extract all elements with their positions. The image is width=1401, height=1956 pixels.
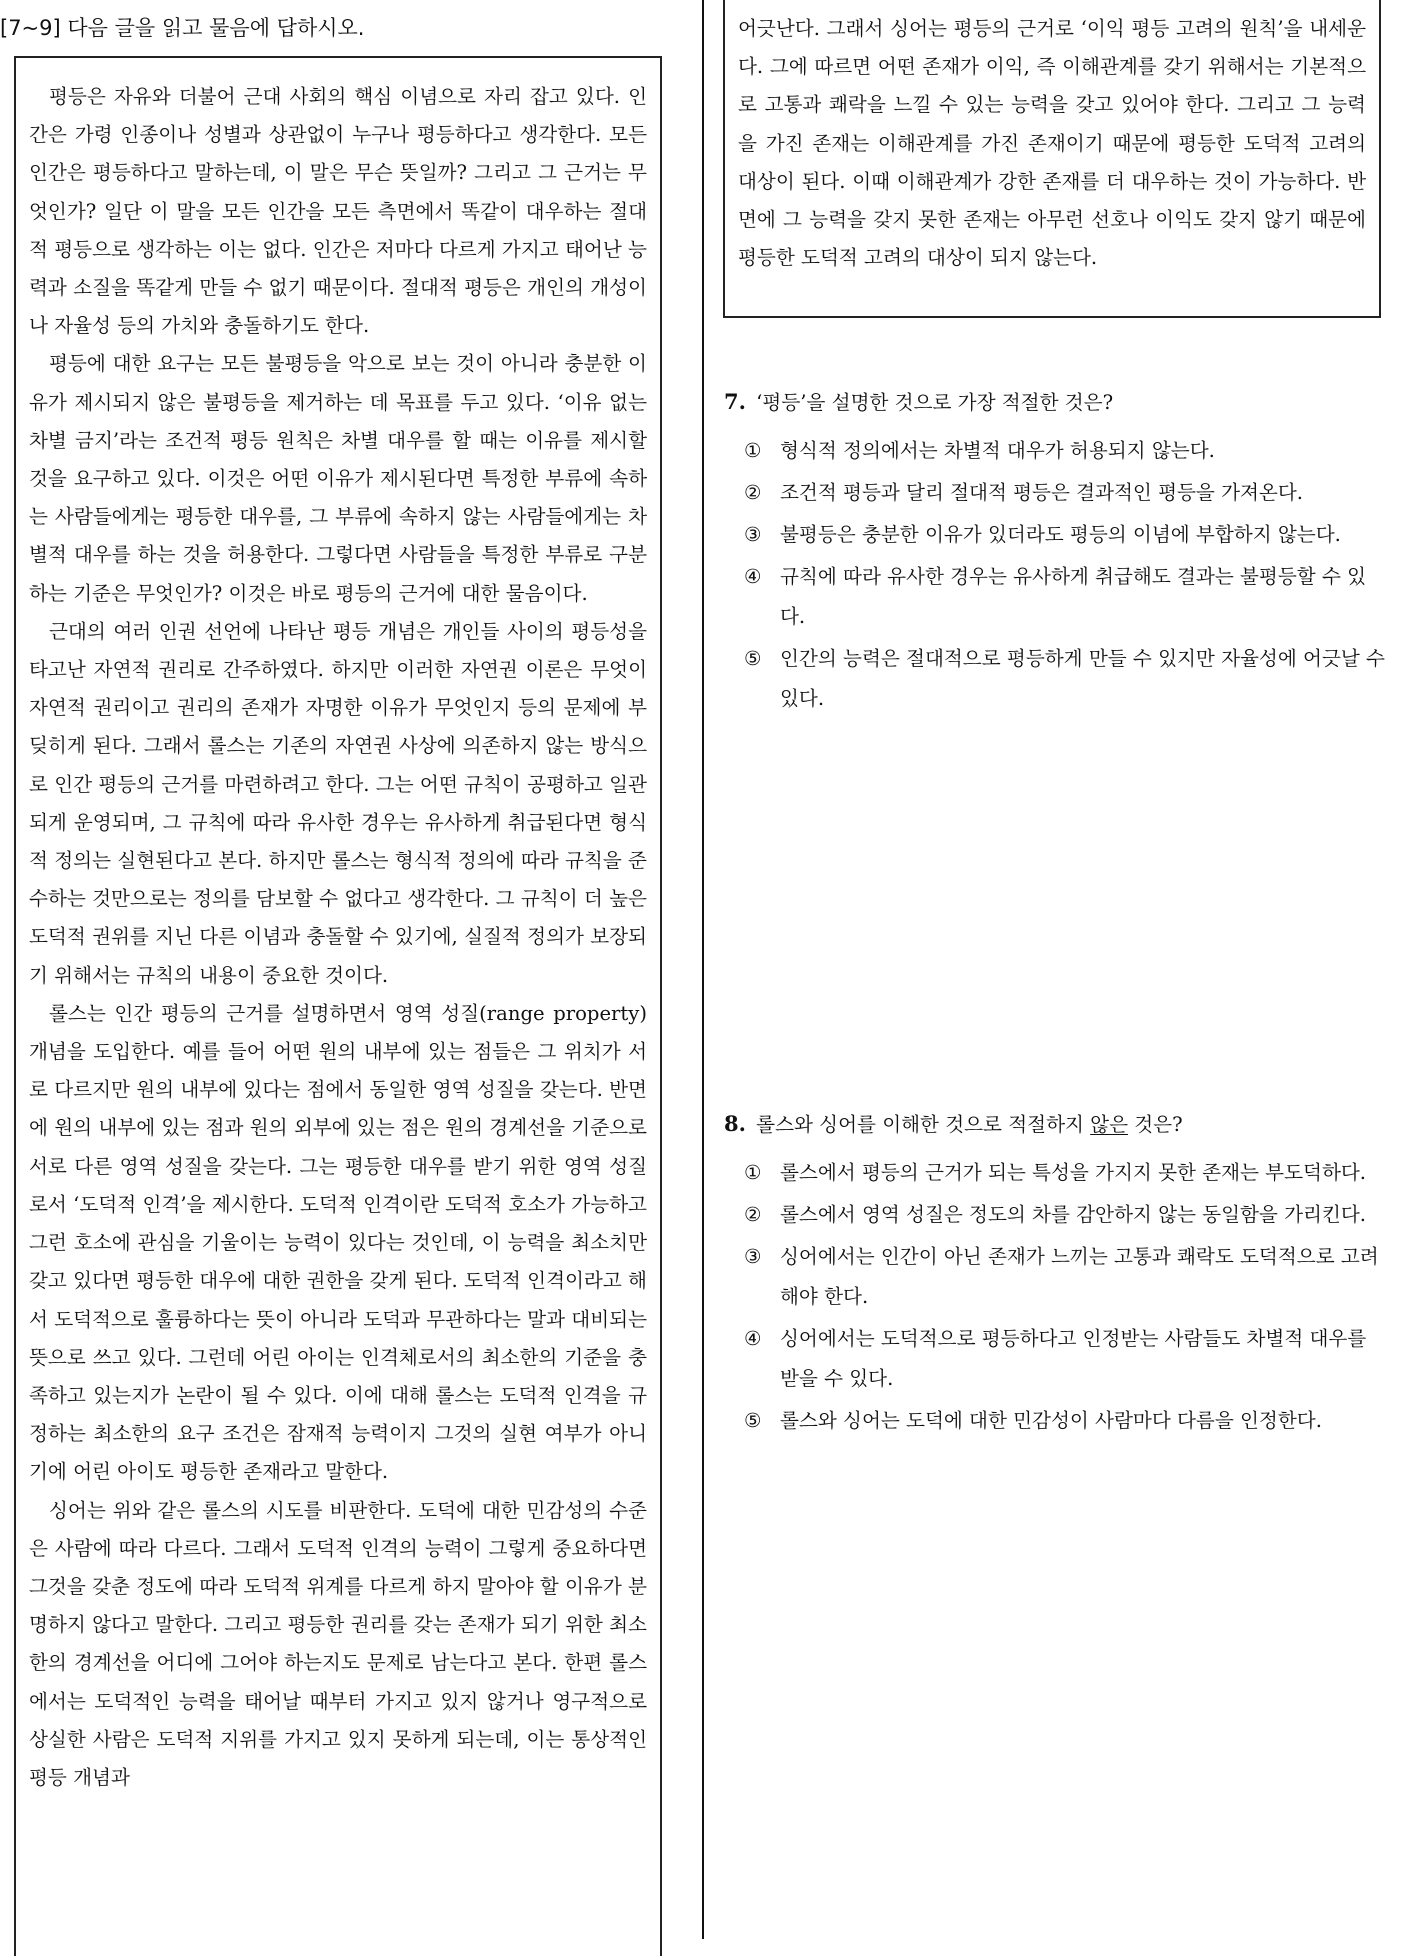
choice-mark: ③	[744, 523, 762, 546]
choice-3[interactable]	[724, 515, 1386, 555]
passage-paragraph: 싱어는 위와 같은 롤스의 시도를 비판한다. 도덕에 대한 민감성의 수준은 사람에 따라 다르다. 그래서 도덕적 인격의 능력이 그렇게 중요하다면 그것을 갖춘 정도에 따라 도덕적 위계를 다르게 하지 말아야 할 이유가 분명하지 않다고 말한다. 그리고 평등한 권리를 갖는 존재가 되기 위한 최소한의 경계선을 어디에 그어야 하는지도 문제로 남는다고 본다. 한편 롤스에서는 도덕적인 능력을 태어날 때부터 가지고 있지 않거나 영구적으로 상실한 사람은 도덕적 지위를 가지고 있지 못하게 되는데, 이는 통상적인 평등 개념과	[29, 1498, 647, 1789]
section-header: [7~9] 다음 글을 읽고 물음에 답하시오.	[0, 16, 365, 40]
choice-2[interactable]	[724, 1195, 1386, 1235]
choice-4[interactable]	[724, 1319, 1386, 1399]
choice-text: 롤스에서 영역 성질은 정도의 차를 감안하지 않는 동일함을 가리킨다.	[780, 1203, 1367, 1226]
choice-mark: ②	[744, 481, 762, 504]
choice-1[interactable]	[724, 431, 1386, 471]
choice-list	[724, 1153, 1386, 1441]
choice-mark: ④	[744, 565, 762, 588]
question-7	[724, 386, 1386, 721]
choice-mark: ⑤	[744, 647, 762, 670]
choice-text: 롤스와 싱어는 도덕에 대한 민감성이 사람마다 다름을 인정한다.	[780, 1409, 1322, 1432]
choice-mark: ⑤	[744, 1409, 762, 1432]
question-number: 7.	[724, 389, 746, 414]
choice-2[interactable]	[724, 473, 1386, 513]
choice-text: 싱어에서는 도덕적으로 평등하다고 인정받는 사람들도 차별적 대우를 받을 수 있다.	[780, 1327, 1367, 1390]
question-text: ‘평등’을 설명한 것으로 가장 적절한 것은?	[756, 391, 1114, 414]
passage-continuation: 어긋난다. 그래서 싱어는 평등의 근거로 ‘이익 평등 고려의 원칙’을 내세운다. 그에 따르면 어떤 존재가 이익, 즉 이해관계를 갖기 위해서는 기본적으로 고통과 쾌락을 느낄 수 있는 능력을 갖고 있어야 한다. 그리고 그 능력을 가진 존재는 이해관계를 가진 존재이기 때문에 평등한 도덕적 고려의 대상이 된다. 이때 이해관계가 강한 존재를 더 대우하는 것이 가능하다. 반면에 그 능력을 갖지 못한 존재는 아무런 선호나 이익도 갖지 않기 때문에 평등한 도덕적 고려의 대상이 되지 않는다.	[738, 17, 1366, 270]
question-stem	[724, 1108, 1386, 1141]
choice-mark: ④	[744, 1327, 762, 1350]
passage-paragraph: 평등에 대한 요구는 모든 불평등을 악으로 보는 것이 아니라 충분한 이유가 제시되지 않은 불평등을 제거하는 데 목표를 두고 있다. ‘이유 없는 차별 금지’라는 조건적 평등 원칙은 차별 대우를 할 때는 이유를 제시할 것을 요구하고 있다. 이것은 어떤 이유가 제시된다면 특정한 부류에 속하는 사람들에게는 평등한 대우를, 그 부류에 속하지 않는 사람들에게는 차별적 대우를 하는 것을 허용한다. 그렇다면 사람들을 특정한 부류로 구분하는 기준은 무엇인가? 이것은 바로 평등의 근거에 대한 물음이다.	[29, 352, 647, 605]
passage-box-right	[723, 0, 1381, 318]
choice-text: 규칙에 따라 유사한 경우는 유사하게 취급해도 결과는 불평등할 수 있다.	[780, 565, 1367, 628]
question-number: 8.	[724, 1111, 746, 1136]
choice-5[interactable]	[724, 639, 1386, 719]
choice-3[interactable]	[724, 1237, 1386, 1317]
passage-box-left	[14, 56, 662, 1956]
question-8	[724, 1108, 1386, 1443]
choice-mark: ②	[744, 1203, 762, 1226]
choice-mark: ①	[744, 439, 762, 462]
choice-list	[724, 431, 1386, 719]
passage-paragraph: 평등은 자유와 더불어 근대 사회의 핵심 이념으로 자리 잡고 있다. 인간은 가령 인종이나 성별과 상관없이 누구나 평등하다고 생각한다. 모든 인간은 평등하다고 말하는데, 이 말은 무슨 뜻일까? 그리고 그 근거는 무엇인가? 일단 이 말을 모든 인간을 모든 측면에서 똑같이 대우하는 절대적 평등으로 생각하는 이는 없다. 인간은 저마다 다르게 가지고 태어난 능력과 소질을 똑같게 만들 수 없기 때문이다. 절대적 평등은 개인의 개성이나 자율성 등의 가치와 충돌하기도 한다.	[29, 85, 647, 338]
choice-text: 형식적 정의에서는 차별적 대우가 허용되지 않는다.	[780, 439, 1215, 462]
underlined-keyword: 않은	[1090, 1113, 1129, 1136]
choice-5[interactable]	[724, 1401, 1386, 1441]
passage-paragraph: 근대의 여러 인권 선언에 나타난 평등 개념은 개인들 사이의 평등성을 타고난 자연적 권리로 간주하였다. 하지만 이러한 자연권 이론은 무엇이 자연적 권리이고 권리의 존재가 자명한 이유가 무엇인지 등의 문제에 부딪히게 된다. 그래서 롤스는 기존의 자연권 사상에 의존하지 않는 방식으로 인간 평등의 근거를 마련하려고 한다. 그는 어떤 규칙이 공평하고 일관되게 운영되며, 그 규칙에 따라 유사한 경우는 유사하게 취급된다면 형식적 정의는 실현된다고 본다. 하지만 롤스는 형식적 정의에 따라 규칙을 준수하는 것만으로는 정의를 담보할 수 없다고 생각한다. 그 규칙이 더 높은 도덕적 권위를 지닌 다른 이념과 충돌할 수 있기에, 실질적 정의가 보장되기 위해서는 규칙의 내용이 중요한 것이다.	[29, 619, 647, 987]
choice-4[interactable]	[724, 557, 1386, 637]
choice-text: 조건적 평등과 달리 절대적 평등은 결과적인 평등을 가져온다.	[780, 481, 1304, 504]
choice-mark: ①	[744, 1161, 762, 1184]
question-text: 롤스와 싱어를 이해한 것으로 적절하지	[756, 1113, 1091, 1136]
choice-text: 롤스에서 평등의 근거가 되는 특성을 가지지 못한 존재는 부도덕하다.	[780, 1161, 1367, 1184]
choice-text: 인간의 능력은 절대적으로 평등하게 만들 수 있지만 자율성에 어긋날 수 있다.	[780, 647, 1385, 710]
question-stem	[724, 386, 1386, 419]
question-text-end: 것은?	[1128, 1113, 1183, 1136]
column-divider	[702, 0, 704, 1939]
passage-paragraph: 롤스는 인간 평등의 근거를 설명하면서 영역 성질(range property) 개념을 도입한다. 예를 들어 어떤 원의 내부에 있는 점들은 그 위치가 서로 다르지만 원의 내부에 있다는 점에서 동일한 영역 성질을 갖는다. 반면에 원의 내부에 있는 점과 원의 외부에 있는 점은 원의 경계선을 기준으로 서로 다른 영역 성질을 갖는다. 그는 평등한 대우를 받기 위한 영역 성질로서 ‘도덕적 인격’을 제시한다. 도덕적 인격이란 도덕적 호소가 가능하고 그런 호소에 관심을 기울이는 능력이 있다는 것인데, 이 능력을 최소치만 갖고 있다면 평등한 대우에 대한 권한을 갖게 된다. 도덕적 인격이라고 해서 도덕적으로 훌륭하다는 뜻이 아니라 도덕과 무관하다는 말과 대비되는 뜻으로 쓰고 있다. 그런데 어린 아이는 인격체로서의 최소한의 기준을 충족하고 있는지가 논란이 될 수 있다. 이에 대해 롤스는 도덕적 인격을 규정하는 최소한의 요구 조건은 잠재적 능력이지 그것의 실현 여부가 아니기에 어린 아이도 평등한 존재라고 말한다.	[29, 1001, 647, 1484]
choice-text: 싱어에서는 인간이 아닌 존재가 느끼는 고통과 쾌락도 도덕적으로 고려해야 한다.	[780, 1245, 1379, 1308]
choice-1[interactable]	[724, 1153, 1386, 1193]
choice-mark: ③	[744, 1245, 762, 1268]
choice-text: 불평등은 충분한 이유가 있더라도 평등의 이념에 부합하지 않는다.	[780, 523, 1341, 546]
